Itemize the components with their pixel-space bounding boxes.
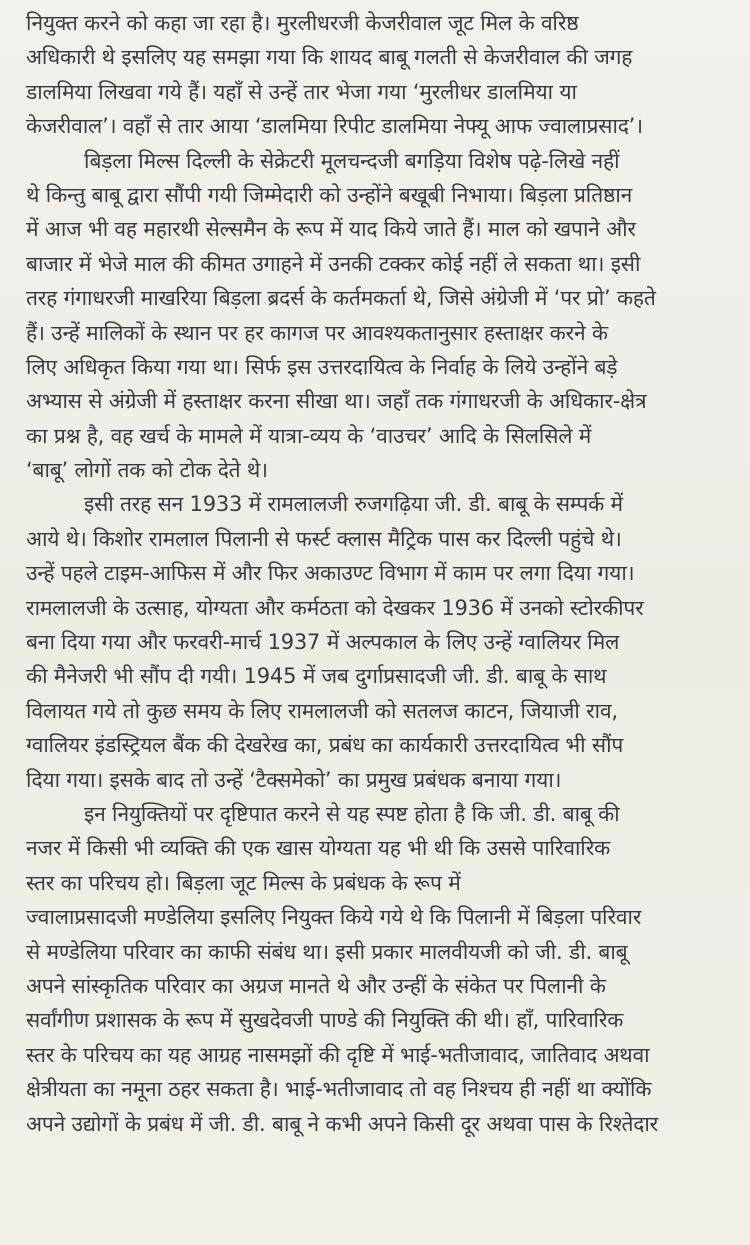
text-line: अपने उद्योगों के प्रबंध में जी. डी. बाबू ने कभी अपने किसी दूर अथवा पास के रिश्तेदार bbox=[26, 1111, 659, 1136]
paragraph-start-line: इन नियुक्तियों पर दृष्टिपात करने से यह स्पष्ट होता है कि जी. डी. बाबू की bbox=[84, 801, 620, 826]
text-line: बना दिया गया और फरवरी-मार्च 1937 में अल्पकाल के लिए उन्हें ग्वालियर मिल bbox=[26, 630, 620, 655]
text-line: दिया गया। इसके बाद तो उन्हें ‘टैक्समेको’ का प्रमुख प्रबंधक बनाया गया। bbox=[26, 767, 562, 792]
text-line: अभ्यास से अंग्रेजी में हस्ताक्षर करना सीखा था। जहाँ तक गंगाधरजी के अधिकार-क्षेत्र bbox=[26, 389, 647, 414]
text-line: आये थे। किशोर रामलाल पिलानी से फर्स्ट क्लास मैट्रिक पास कर दिल्ली पहुंचे थे। bbox=[26, 526, 622, 551]
text-line: लिए अधिकृत किया गया था। सिर्फ इस उत्तरदायित्व के निर्वाह के लिये उन्होंने बड़े bbox=[26, 354, 618, 379]
text-line: का प्रश्न है, वह खर्च के मामले में यात्रा-व्यय के ‘वाउचर’ आदि के सिलसिले में bbox=[26, 423, 592, 448]
text-line: की मैनेजरी भी सौंप दी गयी। 1945 में जब दुर्गाप्रसादजी जी. डी. बाबू के साथ bbox=[26, 664, 607, 689]
text-line: तरह गंगाधरजी माखरिया बिड़ला ब्रदर्स के कर्तमकर्ता थे, जिसे अंग्रेजी में ‘पर प्रो’ कहते bbox=[26, 286, 656, 311]
text-line: विलायत गये तो कुछ समय के लिए रामलालजी को सतलज काटन, जियाजी राव, bbox=[26, 698, 618, 723]
paragraph-start-line: बिड़ला मिल्स दिल्ली के सेक्रेटरी मूलचन्दजी बगड़िया विशेष पढ़े-लिखे नहीं bbox=[84, 148, 620, 173]
text-line: स्तर का परिचय हो। बिड़ला जूट मिल्स के प्रबंधक के रूप में bbox=[26, 870, 461, 895]
text-line: ग्वालियर इंडस्ट्रियल बैंक की देखरेख का, प्रबंध का कार्यकारी उत्तरदायित्व भी सौंप bbox=[26, 733, 624, 758]
text-line: अपने सांस्कृतिक परिवार का अग्रज मानते थे और उन्हीं के संकेत पर पिलानी के bbox=[26, 973, 606, 998]
text-line: से मण्डेलिया परिवार का काफी संबंध था। इसी प्रकार मालवीयजी को जी. डी. बाबू bbox=[26, 939, 628, 964]
text-line: क्षेत्रीयता का नमूना ठहर सकता है। भाई-भतीजावाद तो वह निश्चय ही नहीं था क्योंकि bbox=[26, 1077, 652, 1102]
text-line: में आज भी वह महारथी सेल्समैन के रूप में याद किये जाते हैं। माल को खपाने और bbox=[26, 217, 636, 242]
text-line: उन्हें पहले टाइम-आफिस में और फिर अकाउण्ट विभाग में काम पर लगा दिया गया। bbox=[26, 561, 635, 586]
text-line: ज्वालाप्रसादजी मण्डेलिया इसलिए नियुक्त किये गये थे कि पिलानी में बिड़ला परिवार bbox=[26, 905, 642, 930]
text-line: अधिकारी थे इसलिए यह समझा गया कि शायद बाबू गलती से केजरीवाल की जगह bbox=[26, 45, 633, 70]
text-line: बाजार में भेजे माल की कीमत उगाहने में उनकी टक्कर कोई नहीं ले सकता था। इसी bbox=[26, 251, 641, 276]
text-line: केजरीवाल’। वहाँ से तार आया ‘डालमिया रिपीट डालमिया नेफ्यू आफ ज्वालाप्रसाद’। bbox=[26, 114, 643, 139]
text-line: रामलालजी के उत्साह, योग्यता और कर्मठता को देखकर 1936 में उनको स्टोरकीपर bbox=[26, 595, 644, 620]
text-line: डालमिया लिखवा गये हैं। यहाँ से उन्हें तार भेजा गया ‘मुरलीधर डालमिया या bbox=[26, 79, 577, 104]
paragraph-start-line: इसी तरह सन 1933 में रामलालजी रुजगढ़िया जी. डी. बाबू के सम्पर्क में bbox=[84, 492, 623, 517]
text-line: ‘बाबू’ लोगों तक को टोक देते थे। bbox=[26, 458, 268, 483]
text-line: नियुक्त करने को कहा जा रहा है। मुरलीधरजी केजरीवाल जूट मिल के वरिष्ठ bbox=[26, 11, 579, 35]
text-line: नजर में किसी भी व्यक्ति की एक खास योग्यता यह भी थी कि उससे पारिवारिक bbox=[26, 836, 611, 861]
text-line: थे किन्तु बाबू द्वारा सौंपी गयी जिम्मेदारी को उन्होंने बखूबी निभाया। बिड़ला प्रतिष्ठान bbox=[26, 182, 633, 207]
text-line: स्तर के परिचय का यह आग्रह नासमझों की दृष्टि में भाई-भतीजावाद, जातिवाद अथवा bbox=[26, 1042, 650, 1067]
text-line: हैं। उन्हें मालिकों के स्थान पर हर कागज पर आवश्यकतानुसार हस्ताक्षर करने के bbox=[26, 320, 608, 345]
text-line: सर्वांगीण प्रशासक के रूप में सुखदेवजी पाण्डे की नियुक्ति की थी। हाँ, पारिवारिक bbox=[26, 1008, 624, 1033]
